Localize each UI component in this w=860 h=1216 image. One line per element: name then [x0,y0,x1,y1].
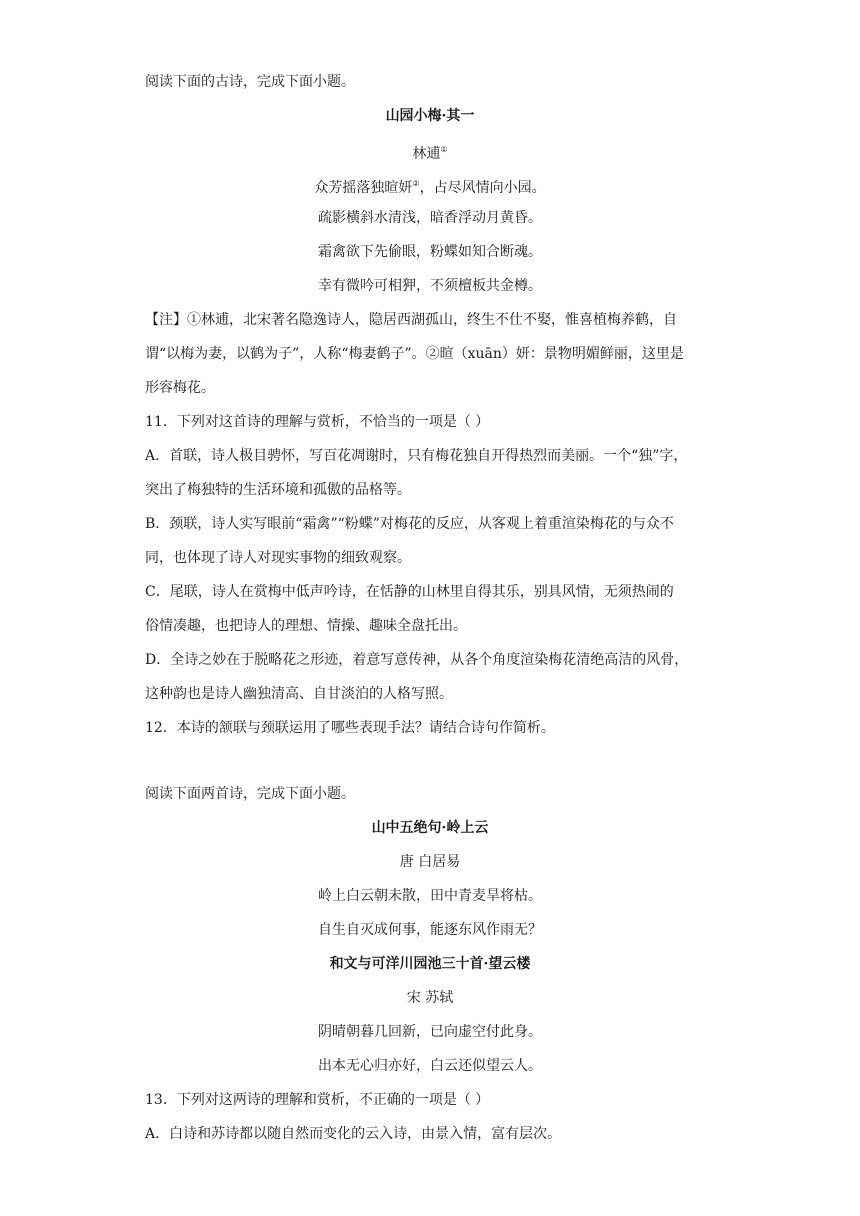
poem3-line-2: 出本无心归亦好，白云还似望云人。 [318,1058,542,1074]
question-11: 11．下列对这首诗的理解与赏析，不恰当的一项是（ ） [145,414,490,430]
poem-line-2: 疏影横斜水清浅，暗香浮动月黄昏。 [318,210,542,226]
q11-option-a-cont: 突出了梅独特的生活环境和孤傲的品格等。 [145,482,411,498]
question-12: 12．本诗的颔联与颈联运用了哪些表现手法？请结合诗句作简析。 [145,720,555,736]
q11-option-b-cont: 同，也体现了诗人对现实事物的细致观察。 [145,550,411,566]
poem-author-2: 唐 白居易 [399,854,461,870]
poem-line-3: 霜禽欲下先偷眼，粉蝶如知合断魂。 [318,244,542,260]
note-line-1: 【注】①林逋，北宋著名隐逸诗人，隐居西湖孤山，终生不仕不娶，惟喜植梅养鹤，自 [145,312,677,328]
poem-line-4: 幸有微吟可相狎，不须檀板共金樽。 [318,278,542,294]
author-name: 林逋 [412,146,441,162]
poem-line-post: ，占尽风情向小园。 [419,180,546,196]
poem-title-1: 山园小梅·其一 [385,108,475,124]
q11-option-c-cont: 俗情凑趣，也把诗人的理想、情操、趣味全盘托出。 [145,618,467,634]
q13-option-a: A．白诗和苏诗都以随自然而变化的云入诗，由景入情，富有层次。 [145,1126,562,1142]
poem-title-2: 山中五绝句·岭上云 [371,820,489,836]
poem-line-pre: 众芳摇落独暄妍 [314,180,413,196]
note-line-3: 形容梅花。 [145,380,215,396]
note-mark: ② [412,179,420,188]
q11-option-c: C．尾联，诗人在赏梅中低声吟诗，在恬静的山林里自得其乐，别具风情，无须热闹的 [145,584,674,600]
q11-option-b: B．颈联，诗人实写眼前“霜禽”“粉蝶”对梅花的反应，从客观上着重渲染梅花的与众不 [145,516,674,532]
poem-line-1 [0,174,860,198]
question-13: 13．下列对这两诗的理解和赏析，不正确的一项是（ ） [145,1092,490,1108]
poem-title-3: 和文与可洋川园池三十首·望云楼 [329,956,531,972]
intro-1: 阅读下面的古诗，完成下面小题。 [145,74,355,90]
q11-option-d: D．全诗之妙在于脱略花之形迹，着意写意传神，从各个角度渲染梅花清绝高洁的风骨， [145,652,689,668]
q11-option-a: A．首联，诗人极目骋怀，写百花凋谢时，只有梅花独自开得热烈而美丽。一个“独”字， [145,448,688,464]
intro-2: 阅读下面两首诗，完成下面小题。 [145,786,355,802]
poem-author-1 [0,140,860,164]
q11-option-d-cont: 这种韵也是诗人幽独清高、自甘淡泊的人格写照。 [145,686,453,702]
poem3-line-1: 阴晴朝暮几回新，已向虚空付此身。 [318,1024,542,1040]
note-line-2: 谓“以梅为妻，以鹤为子”，人称“梅妻鹤子”。②暄（xuān）妍：景物明媚鲜丽，这里是 [145,346,684,362]
poem2-line-1: 岭上白云朝未散，田中青麦旱将枯。 [318,888,542,904]
poem-author-3: 宋 苏轼 [406,990,454,1006]
author-note-mark: ① [440,145,448,154]
poem2-line-2: 自生自灭成何事，能逐东风作雨无？ [318,922,542,938]
